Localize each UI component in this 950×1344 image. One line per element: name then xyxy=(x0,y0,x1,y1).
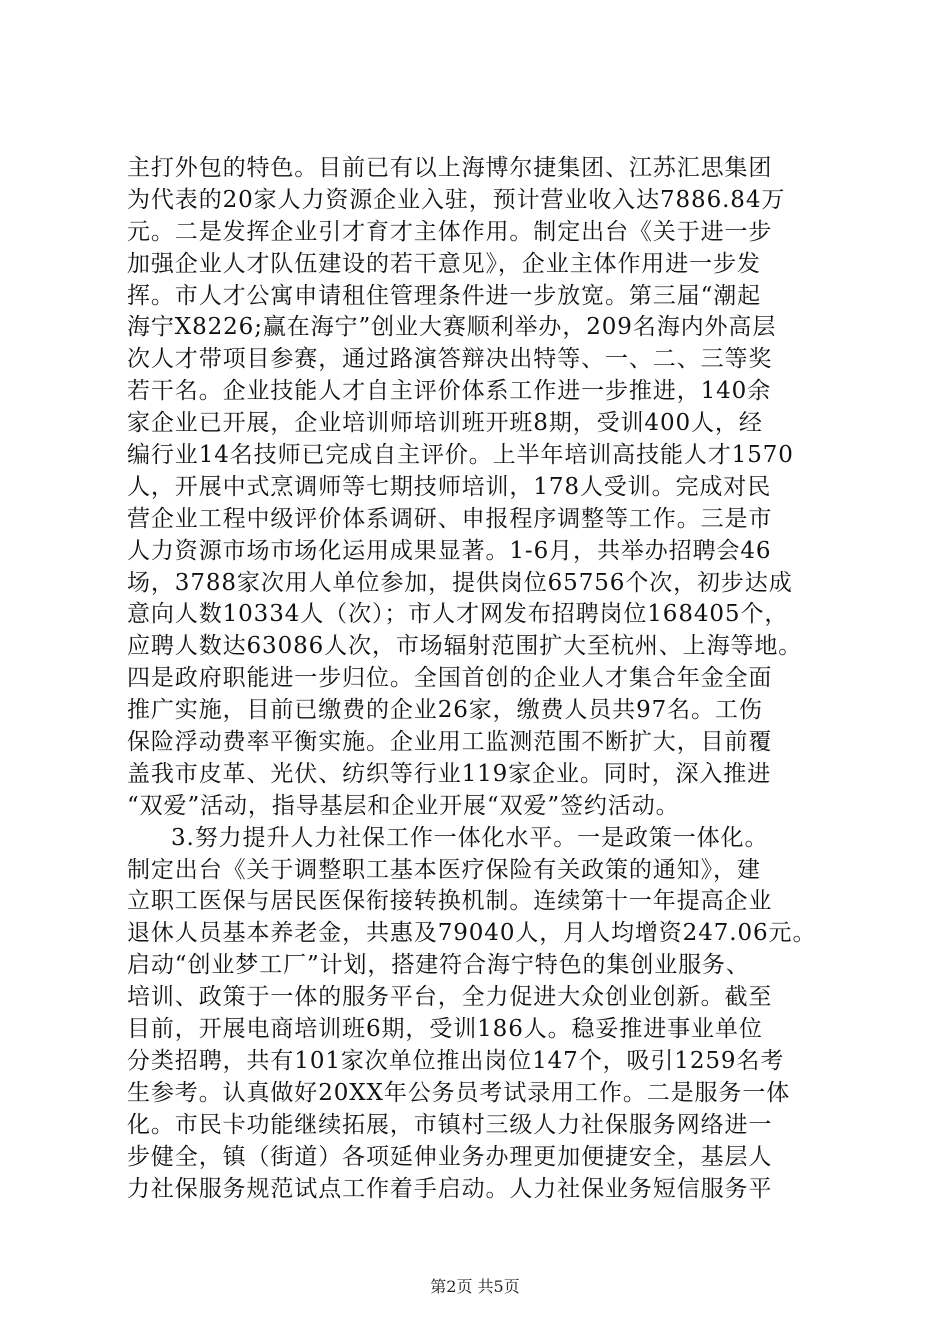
text-line: 步健全，镇（街道）各项延伸业务办理更加便捷安全，基层人 xyxy=(127,1143,773,1170)
text-line: 编行业14名技师已完成自主评价。上半年培训高技能人才1570 xyxy=(127,442,794,469)
text-line: 生参考。认真做好20XX年公务员考试录用工作。二是服务一体 xyxy=(127,1079,791,1106)
text-line: 退休人员基本养老金，共惠及79040人，月人均增资247.06元。 xyxy=(127,920,817,947)
page-footer: 第2页 共5页 xyxy=(430,1277,520,1296)
text-line: 启动“创业梦工厂”计划，搭建符合海宁特色的集创业服务、 xyxy=(127,952,750,979)
text-line: 若干名。企业技能人才自主评价体系工作进一步推进，140余 xyxy=(127,378,772,405)
text-line: 培训、政策于一体的服务平台，全力促进大众创业创新。截至 xyxy=(127,984,773,1011)
text-line: 人力资源市场市场化运用成果显著。1-6月，共举办招聘会46 xyxy=(127,537,772,564)
text-line: 立职工医保与居民医保衔接转换机制。连续第十一年提高企业 xyxy=(127,888,773,915)
text-line: 意向人数10334人（次）；市人才网发布招聘岗位168405个， xyxy=(127,601,789,628)
text-line: 制定出台《关于调整职工基本医疗保险有关政策的通知》，建 xyxy=(127,856,761,883)
text-line: 人，开展中式烹调师等七期技师培训，178人受训。完成对民 xyxy=(127,473,772,500)
text-line: 挥。市人才公寓申请租住管理条件进一步放宽。第三届“潮起 xyxy=(127,282,762,309)
text-line: 化。市民卡功能继续拓展，市镇村三级人力社保服务网络进一 xyxy=(127,1111,773,1138)
text-line: 家企业已开展，企业培训师培训班开班8期，受训400人，经 xyxy=(127,410,763,437)
text-line: 场，3788家次用人单位参加，提供岗位65756个次，初步达成 xyxy=(127,569,793,596)
text-line: 分类招聘，共有101家次单位推出岗位147个，吸引1259名考 xyxy=(127,1047,785,1074)
text-line: 应聘人数达63086人次，市场辐射范围扩大至杭州、上海等地。 xyxy=(127,633,803,660)
section-heading-line: 3.努力提升人力社保工作一体化水平。一是政策一体化。 xyxy=(171,824,769,851)
text-line: 盖我市皮革、光伏、纺织等行业119家企业。同时，深入推进 xyxy=(127,760,772,787)
body-text xyxy=(127,153,837,1205)
text-line: 主打外包的特色。目前已有以上海博尔捷集团、江苏汇思集团 xyxy=(127,155,773,181)
text-line: 保险浮动费率平衡实施。企业用工监测范围不断扩大，目前覆 xyxy=(127,729,773,756)
text-line: 加强企业人才队伍建设的若干意见》，企业主体作用进一步发 xyxy=(127,250,761,277)
text-line: 营企业工程中级评价体系调研、申报程序调整等工作。三是市 xyxy=(127,505,773,532)
text-line: 次人才带项目参赛，通过路演答辩决出特等、一、二、三等奖 xyxy=(127,346,773,373)
text-line: 为代表的20家人力资源企业入驻，预计营业收入达7886.84万 xyxy=(127,186,786,213)
text-line: 目前，开展电商培训班6期，受训186人。稳妥推进事业单位 xyxy=(127,1016,763,1043)
text-line: 四是政府职能进一步归位。全国首创的企业人才集合年金全面 xyxy=(127,665,773,692)
text-line: 海宁X8226;赢在海宁”创业大赛顺利举办，209名海内外高层 xyxy=(127,314,777,341)
text-line: 力社保服务规范试点工作着手启动。人力社保业务短信服务平 xyxy=(127,1175,773,1202)
text-line: “双爱”活动，指导基层和企业开展“双爱”签约活动。 xyxy=(127,792,680,819)
text-line: 推广实施，目前已缴费的企业26家，缴费人员共97名。工伤 xyxy=(127,697,763,724)
text-line: 元。二是发挥企业引才育才主体作用。制定出台《关于进一步 xyxy=(127,218,773,245)
